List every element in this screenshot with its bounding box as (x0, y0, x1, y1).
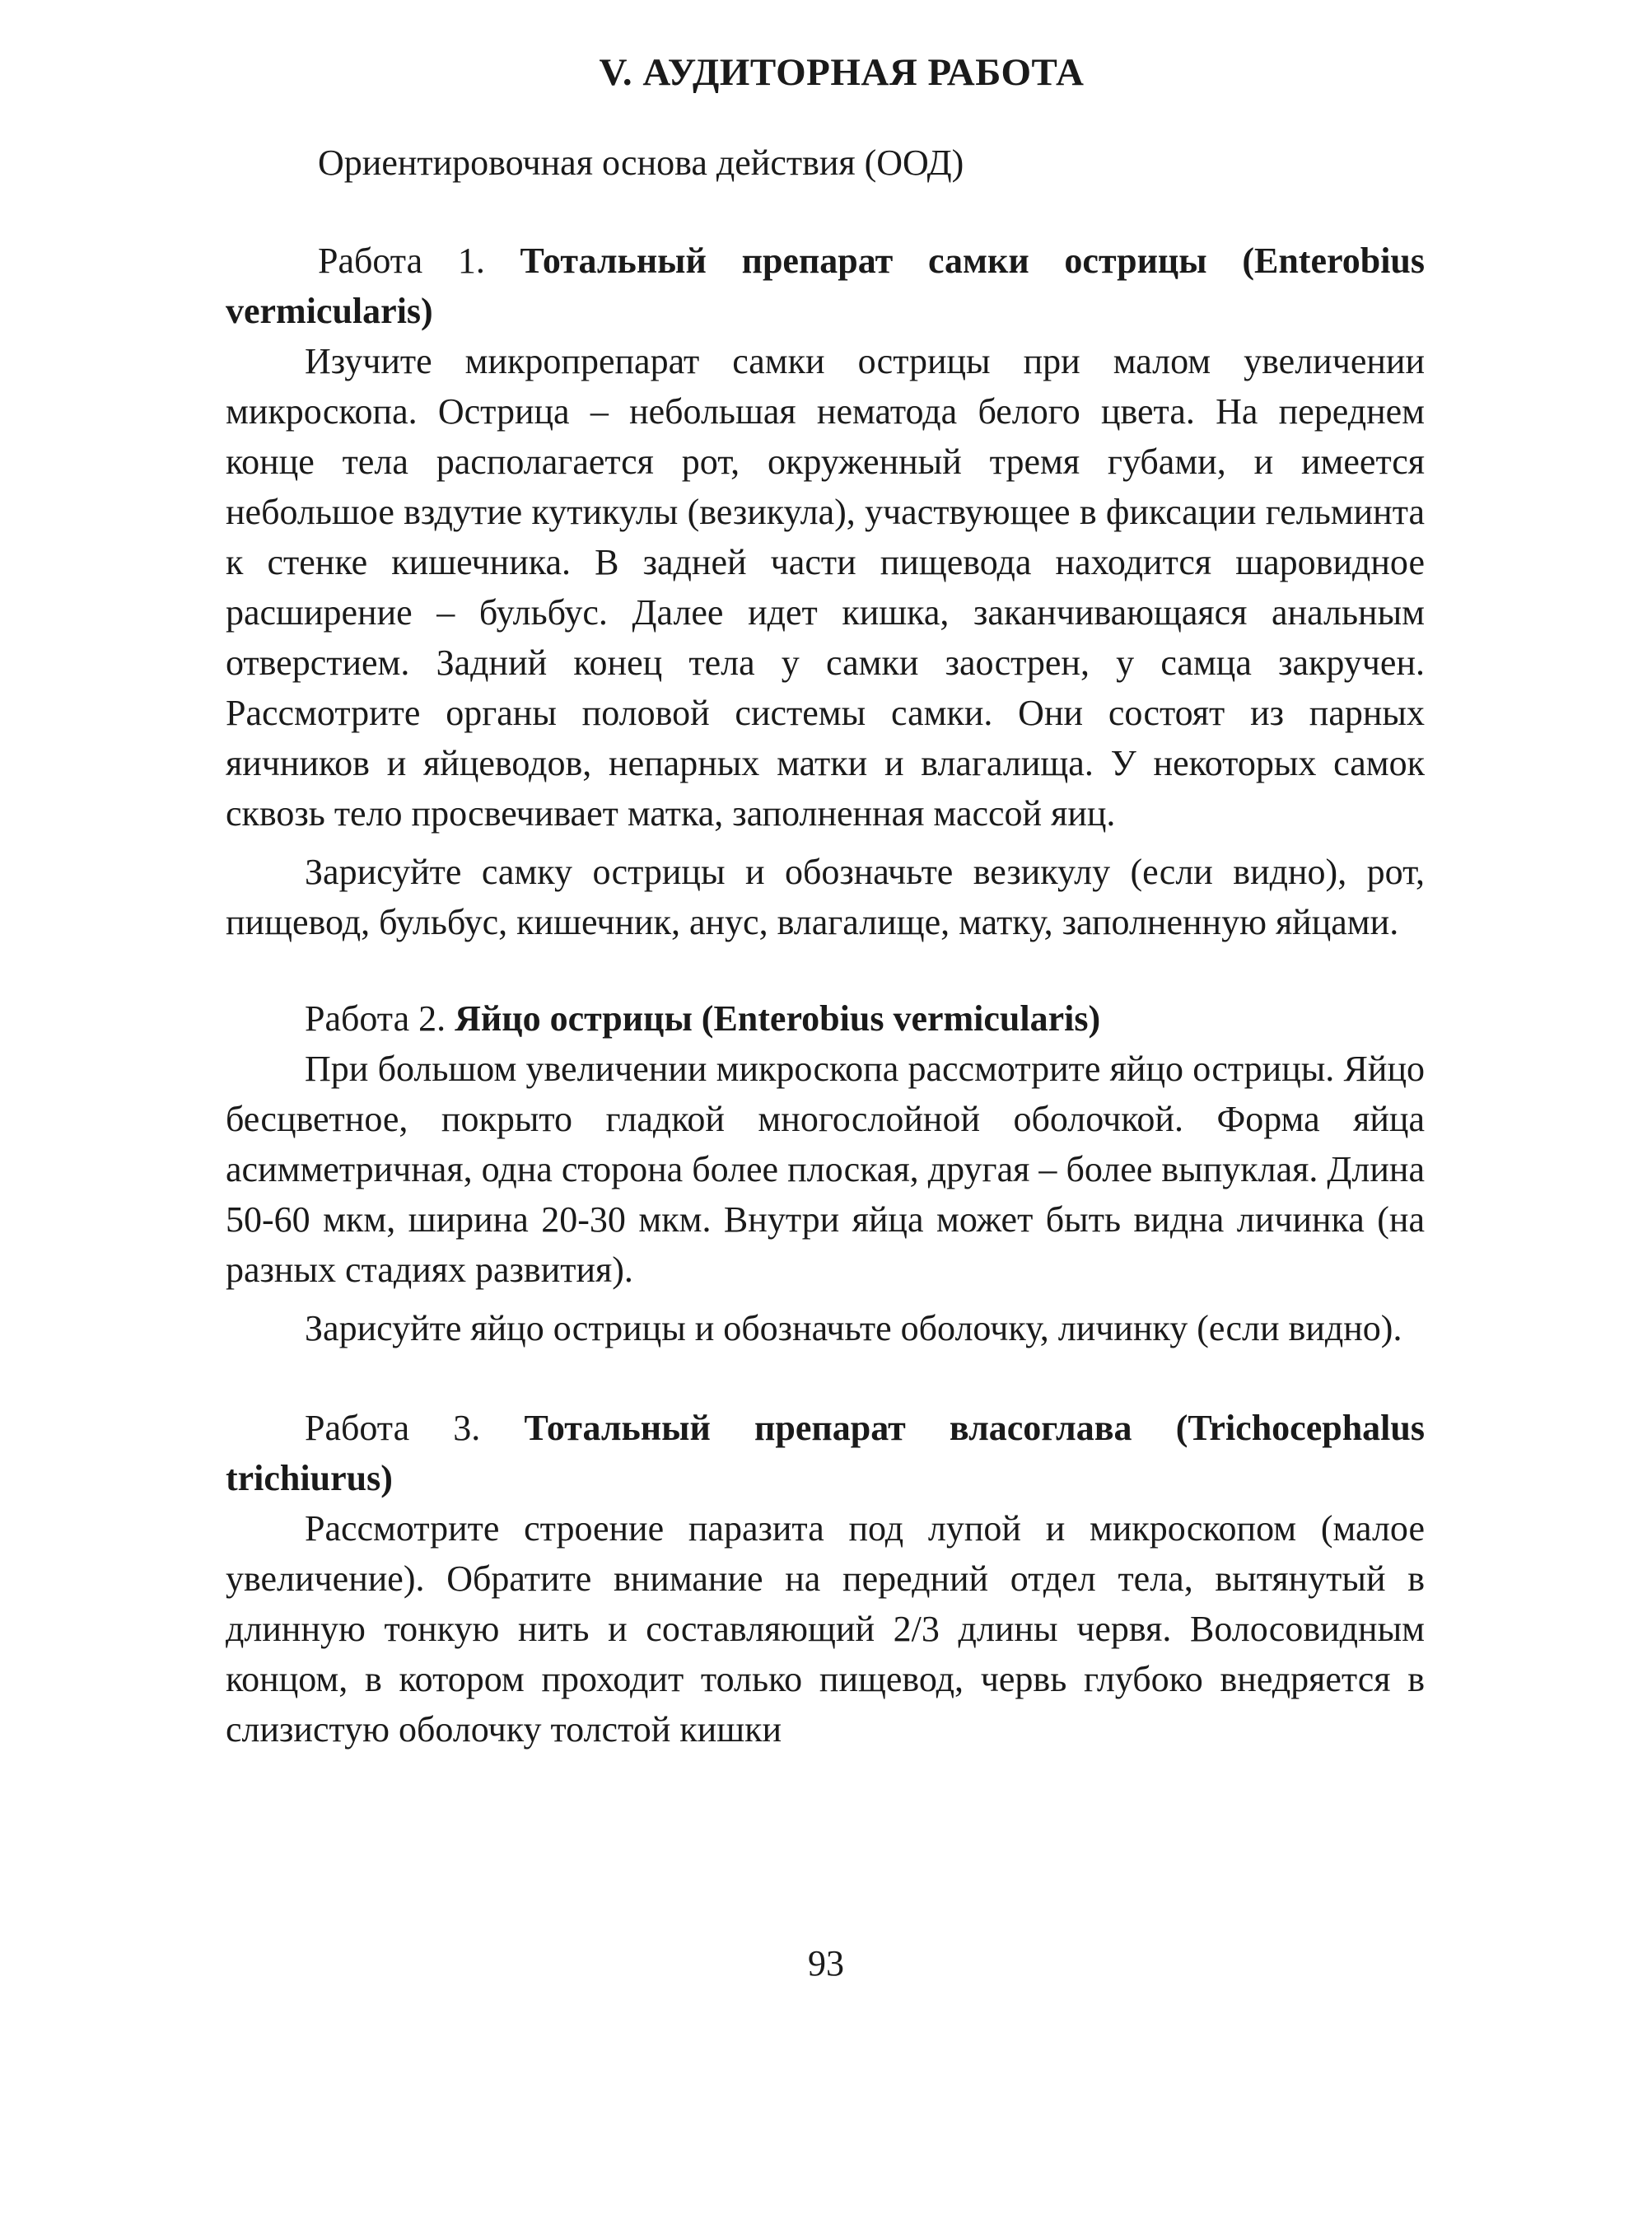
work-1-paragraph-2: Зарисуйте самку острицы и обозначьте везикулу (если видно), рот, пищевод, бульбус, кишечник, анус, влагалище, матку, заполненную яйцами. (226, 852, 1425, 942)
page-body (226, 48, 1425, 1754)
work-3-paragraph-1: Рассмотрите строение паразита под лупой и микроскопом (малое увеличение). Обратите внимание на передний отдел тела, вытянутый в длинную тонкую нить и составляющий 2/3 длины червя. Волосовидным концом, в котором проходит только пищевод, червь глубоко внедряется в слизистую оболочку толстой кишки (226, 1508, 1425, 1750)
work-2-title: Яйцо острицы (Enterobius vermicularis) (455, 998, 1101, 1039)
work-2-paragraph-1: При большом увеличении микроскопа рассмотрите яйцо острицы. Яйцо бесцветное, покрыто гладкой многослойной оболочкой. Форма яйца асимметричная, одна сторона более плоская, другая – более выпуклая. Длина 50-60 мкм, ширина 20-30 мкм. Внутри яйца может быть видна личинка (на разных стадиях развития). (226, 1049, 1425, 1290)
work-3-label: Работа 3. (305, 1408, 481, 1448)
work-1-title: Тотальный препарат самки острицы (Enterobius vermicularis) (226, 241, 1426, 331)
work-3-title: Тотальный препарат власоглава (Trichocephalus trichiurus) (226, 1408, 1425, 1498)
work-1-label: Работа 1. (318, 241, 485, 281)
page-number: 93 (808, 1943, 844, 1983)
work-2-paragraph-2: Зарисуйте яйцо острицы и обозначьте оболочку, личинку (если видно). (305, 1308, 1402, 1348)
chapter-title: V. АУДИТОРНАЯ РАБОТА (599, 51, 1085, 94)
work-1-heading (226, 236, 1425, 336)
ood-heading: Ориентировочная основа действия (ООД) (318, 143, 964, 183)
work-2-heading (226, 993, 1425, 1044)
work-1-paragraph-1: Изучите микропрепарат самки острицы при малом увеличении микроскопа. Острица – небольшая нематода белого цвета. На переднем конце тела располагается рот, окруженный тремя губами, и имеется небольшое вздутие кутикулы (везикула), участвующее в фиксации гельминта к стенке кишечника. В задней части пищевода находится шаровидное расширение – бульбус. Далее идет кишка, заканчивающаяся анальным отверстием. Задний конец тела у самки заострен, у самца закручен. Рассмотрите органы половой системы самки. Они состоят из парных яичников и яйцеводов, непарных матки и влагалища. У некоторых самок сквозь тело просвечивает матка, заполненная массой яиц. (226, 341, 1425, 834)
work-2-label: Работа 2. (305, 998, 446, 1039)
work-3-heading (226, 1403, 1425, 1503)
